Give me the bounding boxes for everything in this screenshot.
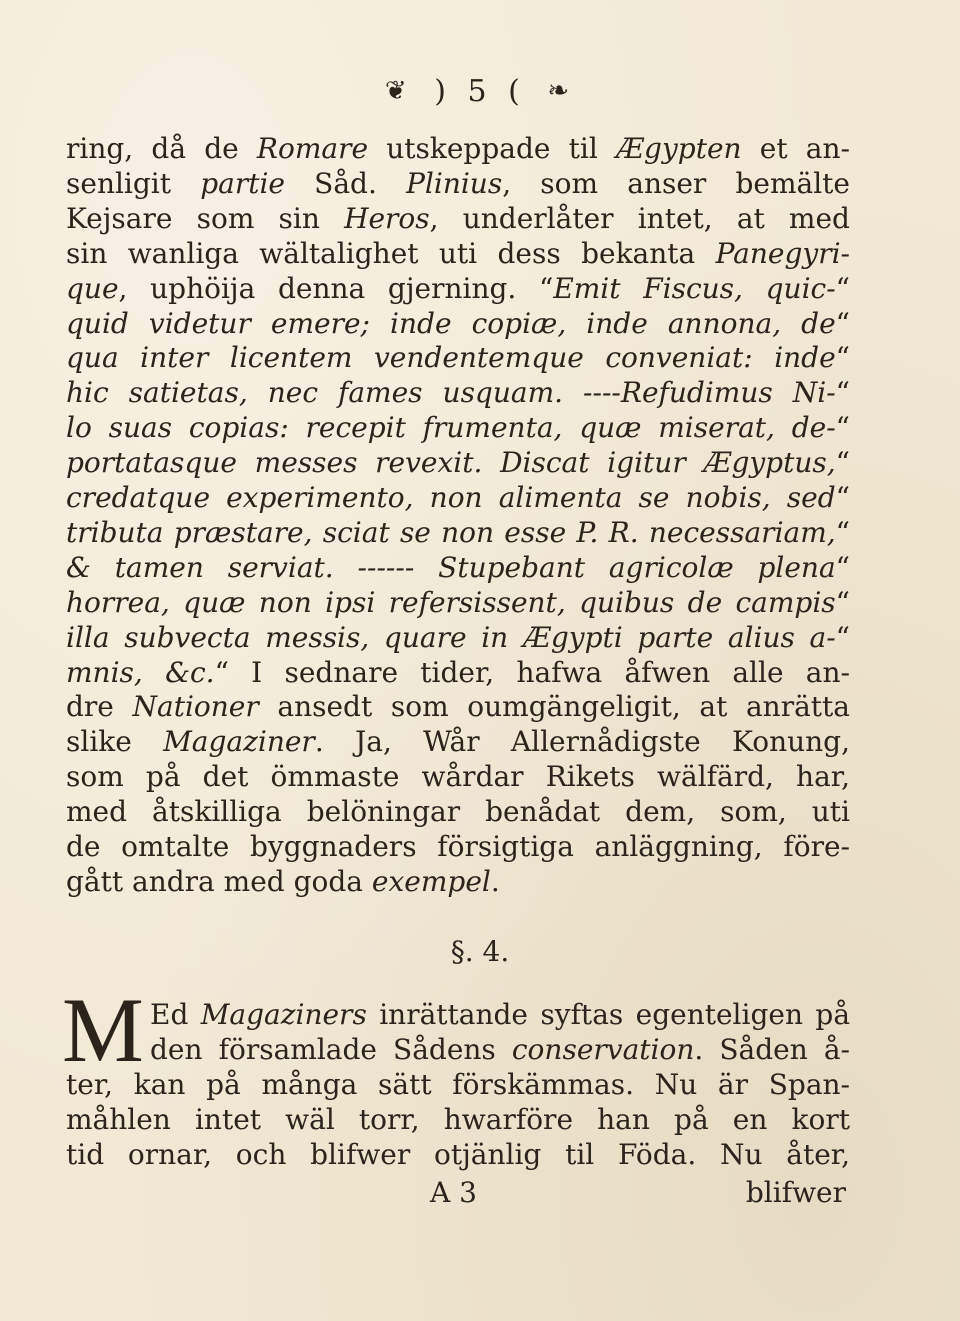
text-line — [66, 376, 850, 410]
roman-text: Såd. — [284, 166, 407, 200]
italic-text: Heros — [344, 201, 430, 235]
text-line — [150, 998, 850, 1032]
text-line — [66, 481, 850, 515]
italic-text: Plinius — [406, 166, 503, 200]
roman-text: ring, då de — [66, 132, 257, 165]
italic-text: credatque experimento, non alimenta se nobis, sed — [66, 481, 836, 514]
roman-text: , underlåter intet, at med — [429, 201, 850, 235]
roman-text: ter, kan på många sätt förskämmas. Nu är Span- — [66, 1068, 850, 1101]
roman-text: med åtskilliga belöningar benådat dem, som, uti — [66, 795, 850, 829]
roman-text: . Ja, Wår Allernådigste Konung, — [314, 725, 851, 759]
text-line — [66, 516, 850, 550]
roman-text: “ — [835, 271, 850, 305]
roman-text: “ — [835, 481, 850, 514]
signature-mark: A 3 — [430, 1176, 477, 1209]
roman-text: “ — [835, 550, 850, 584]
roman-text: tid ornar, och blifwer otjänlig til Föda. Nu åter, — [66, 1138, 850, 1171]
page-number: ) 5 ( — [434, 73, 526, 109]
roman-text: gått andra med goda — [66, 864, 372, 898]
italic-text: Emit Fiscus, quic- — [553, 271, 836, 305]
text-line — [66, 551, 850, 585]
roman-text: . — [490, 864, 500, 898]
page-header — [0, 72, 960, 109]
text-line — [66, 446, 850, 480]
roman-text: de omtalte byggnaders försigtiga anläggning, före- — [66, 830, 850, 863]
roman-text: inrättande syftas egenteligen på — [366, 998, 851, 1031]
text-line — [66, 167, 850, 201]
text-line — [66, 411, 850, 445]
text-line — [66, 725, 850, 759]
text-line — [66, 202, 850, 236]
roman-text: ansedt som oumgängeligit, at anrätta — [258, 690, 850, 724]
text-line — [66, 1068, 850, 1102]
text-line — [66, 1103, 850, 1137]
catchword: blifwer — [745, 1176, 846, 1209]
italic-text: Romare — [256, 132, 369, 165]
italic-text: quid videtur emere; inde copiæ, inde annona, de — [66, 306, 836, 340]
roman-text: et an- — [741, 132, 850, 165]
text-line — [150, 1033, 850, 1067]
roman-text: “ — [835, 585, 850, 619]
italic-text: portatasque messes revexit. Discat igitur Ægyptus, — [66, 446, 836, 480]
roman-text: dre — [66, 690, 133, 724]
roman-text: , som anser bemälte — [502, 166, 851, 200]
drop-cap: M — [62, 979, 144, 1081]
roman-text: sin wanliga wältalighet uti dess bekanta — [66, 236, 716, 270]
text-line — [66, 272, 850, 306]
roman-text: “ — [835, 446, 850, 480]
italic-text: partie — [200, 166, 285, 200]
roman-text: . Såden å- — [694, 1033, 850, 1066]
roman-text: som på det ömmaste wårdar Rikets wälfärd, har, — [66, 760, 850, 794]
text-line — [66, 760, 850, 794]
italic-text: que — [66, 271, 119, 305]
text-line — [66, 341, 850, 375]
roman-text: “ — [835, 620, 850, 654]
italic-text: Panegyri- — [715, 236, 850, 270]
italic-text: Nationer — [132, 690, 259, 724]
text-line — [66, 237, 850, 271]
roman-text: Kejsare som sin — [66, 201, 345, 235]
roman-text: “ — [835, 411, 850, 445]
text-line — [66, 307, 850, 341]
left-ornament-icon: ❦ — [384, 76, 413, 106]
italic-text: mnis, &c. — [66, 655, 215, 689]
text-line — [66, 830, 850, 864]
roman-text: senligit — [66, 166, 201, 200]
italic-text: exempel — [371, 864, 491, 898]
section-heading: §. 4. — [450, 935, 510, 968]
italic-text: illa subvecta messis, quare in Ægypti parte alius a- — [66, 620, 836, 654]
roman-text: utskeppade til — [368, 132, 617, 165]
text-line — [66, 690, 850, 724]
roman-text: slike — [66, 725, 164, 759]
roman-text: “ — [835, 306, 850, 340]
text-line — [66, 621, 850, 655]
italic-text: Ægypten — [616, 132, 742, 165]
roman-text: “ I sednare tider, hafwa åfwen alle an- — [214, 655, 850, 689]
italic-text: conservation — [511, 1033, 695, 1066]
text-line — [66, 1138, 850, 1172]
roman-text: den församlade Sådens — [150, 1033, 512, 1066]
italic-text: Magaziner — [163, 725, 315, 759]
text-line — [66, 586, 850, 620]
roman-text: “ — [835, 376, 850, 410]
roman-text: Ed — [150, 998, 201, 1031]
roman-text: , uphöija denna gjerning. “ — [118, 271, 554, 305]
italic-text: tributa præstare, sciat se non esse P. R. necessariam, — [66, 515, 836, 549]
italic-text: qua inter licentem vendentemque conveniat: inde — [66, 341, 836, 375]
right-ornament-icon: ❧ — [547, 76, 576, 106]
roman-text: “ — [835, 341, 850, 375]
text-line — [66, 795, 850, 829]
italic-text: horrea, quæ non ipsi refersissent, quibus de campis — [66, 585, 836, 619]
roman-text: “ — [835, 515, 850, 549]
italic-text: Magaziners — [200, 998, 367, 1031]
italic-text: & tamen serviat. ------ Stupebant agricolæ plena — [66, 550, 836, 584]
text-line — [66, 656, 850, 690]
italic-text: hic satietas, nec fames usquam. ----Refudimus Ni- — [66, 376, 836, 410]
italic-text: lo suas copias: recepit frumenta, quæ miserat, de- — [66, 411, 836, 445]
roman-text: måhlen intet wäl torr, hwarföre han på en kort — [66, 1103, 850, 1136]
text-line — [66, 132, 850, 166]
text-line — [66, 865, 850, 899]
